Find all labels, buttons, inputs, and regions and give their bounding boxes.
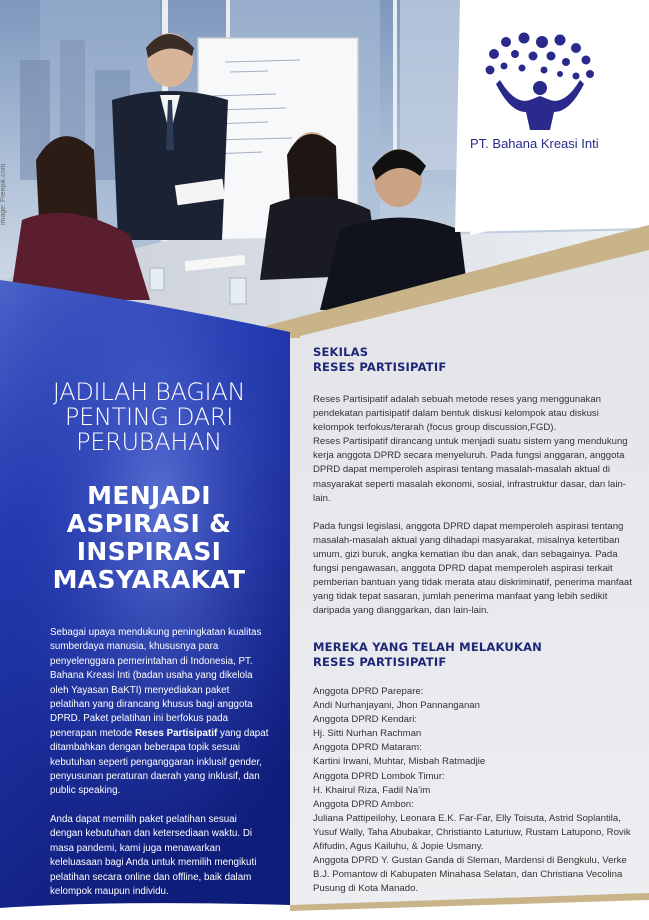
sekilas-title-line: RESES PARTISIPATIF <box>313 360 447 374</box>
list-item: Anggota DPRD Y. Gustan Ganda di Sleman, Mardensi di Bengkulu, Verke B.J. Pomantow di Kabupaten Minahasa Selatan, dan Christiana Vecolina Pusung di Kota Manado. <box>313 855 627 895</box>
hero-headline-line: MENJADI <box>87 481 211 510</box>
company-name: PT. Bahana Kreasi Inti <box>470 136 599 151</box>
hero-headline-line: INSPIRASI <box>76 537 222 566</box>
method-highlight: Reses Partisipatif <box>134 727 218 739</box>
participants-title-line: MEREKA YANG TELAH MELAKUKAN <box>313 640 542 654</box>
list-item: Anggota DPRD Mataram: <box>313 742 422 754</box>
hero-headline-line: MASYARAKAT <box>52 565 246 594</box>
sekilas-paragraph: Reses Partisipatif adalah sebuah metode reses yang menggunakan pendekatan partisipatif dalam bentuk diskusi kelompok atau diskusi kelompok terfokus/terarah (focus group discussion,FGD). Reses Partisipatif dirancang untuk menjadi suatu sistem yang mendukung kerja anggota DPRD secara menyeluruh. Pada fungsi anggaran, anggota DPRD dapat memperoleh aspirasi tentang masalah-masalah aktual di masyarakat seperti masalah ekonomi, sosial, infrastruktur dasar, dan lain-lain. <box>313 394 628 504</box>
list-item: Kartini Irwani, Muhtar, Misbah Ratmadjie <box>313 756 486 768</box>
hero-headline-line: ASPIRASI & <box>66 509 232 538</box>
list-item: Anggota DPRD Parepare: <box>313 686 424 697</box>
photo-credit: image: Freepik.com <box>0 163 7 225</box>
hero-tagline <box>18 380 280 455</box>
hero-tagline-line: PERUBAHAN <box>76 428 222 456</box>
hero-tagline-line: JADILAH BAGIAN <box>52 378 246 406</box>
list-item: Juliana Pattipeilohy, Leonara E.K. Far-Far, Elly Toisuta, Astrid Soplantila, Yusuf Wally, Taha Abubakar, Christianto Laturiuw, Rustam Latupono, Rovik Afifudin, Agus Kailuhu, & Jopie Usmany. <box>313 812 631 853</box>
participants-list <box>313 685 633 896</box>
participants-title <box>313 640 542 670</box>
hero-headline <box>18 482 280 594</box>
intro-paragraph <box>50 626 270 799</box>
sekilas-title <box>313 345 446 375</box>
intro-text <box>50 626 270 913</box>
hero-tagline-line: PENTING DARI <box>64 403 234 431</box>
list-item: Anggota DPRD Ambon: <box>313 798 414 810</box>
sekilas-paragraph: Pada fungsi legislasi, anggota DPRD dapat memperoleh aspirasi tentang masalah-masalah aktual yang dihadapi masyarakat, misalnya ketertiban umum, gizi buruk, angka kematian ibu dan anak, dan sebagainya. Pada fungsi pengawasan, anggota DPRD dapat memperoleh aspirasi terkait pemberian bantuan yang tidak merata atau diskriminatif, penerima manfaat yang tidak tepat sasaran, jumlah penerima manfaat yang lebih sedikit daripada yang dianggarkan, dan lain-lain. <box>313 520 632 617</box>
list-item: Hj. Sitti Nurhan Rachman <box>313 728 422 740</box>
intro-text-part: yang dapat ditambahkan dengan beberapa topik sesuai kebutuhan seperti penganggaran inklusif gender, penyusunan peraturan daerah yang inklusif, dan public speaking. <box>50 727 269 797</box>
sekilas-body <box>313 393 633 632</box>
offer-paragraph: Anda dapat memilih paket pelatihan sesuai dengan kebutuhan dan ketersediaan waktu. Di masa pandemi, kami juga menawarkan keleluasaan bagi Anda untuk memilih mengikuti pelatihan secara online dan offline, baik dalam kelompok maupun individu. <box>50 813 257 897</box>
list-item: Andi Nurhanjayani, Jhon Pannanganan <box>313 700 480 712</box>
list-item: Anggota DPRD Kendari: <box>313 714 417 726</box>
list-item: H. Khairul Riza, Fadil Na’im <box>313 784 431 796</box>
sekilas-title-line: SEKILAS <box>313 345 369 359</box>
intro-text-part: Sebagai upaya mendukung peningkatan kualitas sumberdaya manusia, khususnya para penyelenggara pemerintahan di Indonesia, PT. Bahana Kreasi Inti (badan usaha yang dikelola oleh Yayasan BaKTI) menyediakan paket pelatihan yang dirancang khusus bagi anggota DPRD. Paket pelatihan ini berfokus pada penerapan metode <box>50 627 262 739</box>
list-item: Anggota DPRD Lombok Timur: <box>313 770 445 782</box>
participants-title-line: RESES PARTISIPATIF <box>313 655 447 669</box>
